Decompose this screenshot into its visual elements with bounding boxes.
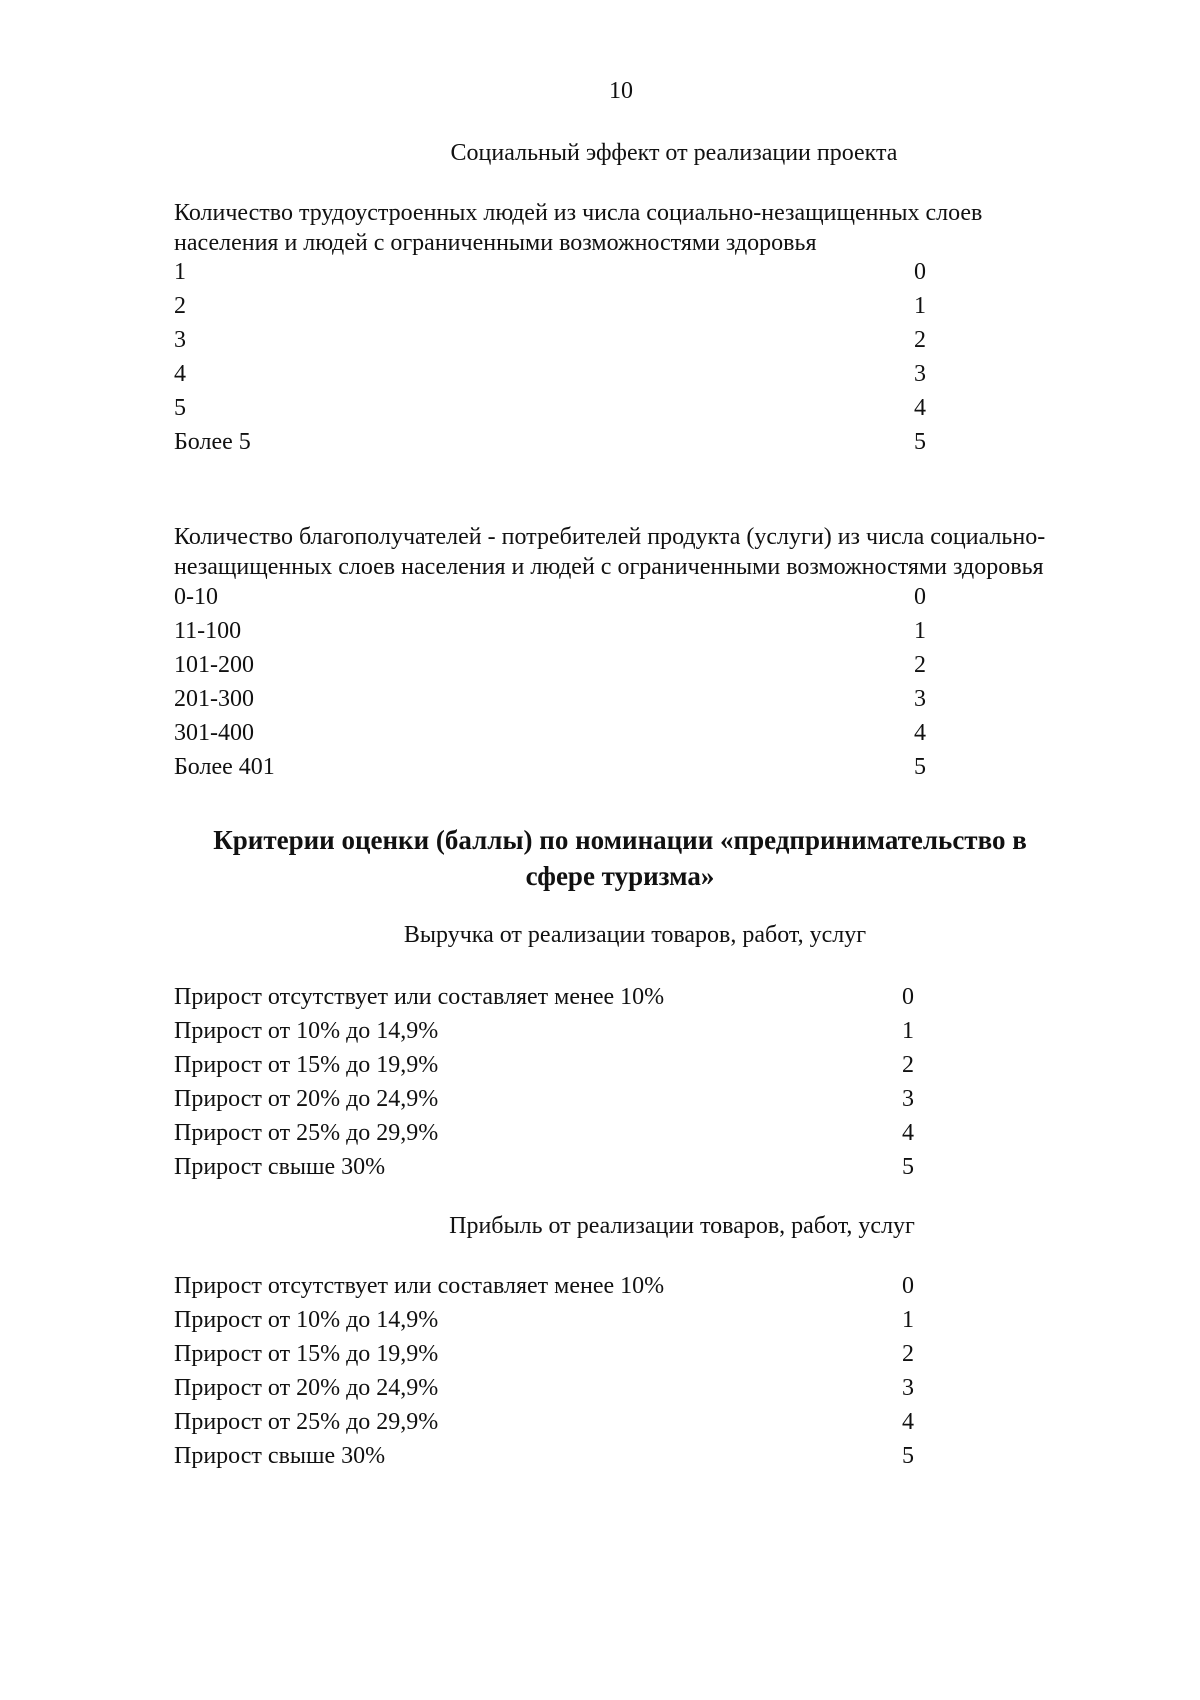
tourism-criteria-heading-line2: сфере туризма»: [525, 861, 715, 891]
score-row-value: 3: [914, 686, 926, 712]
score-row-label: Прирост от 10% до 14,9%: [174, 1307, 439, 1333]
score-row-value: 2: [914, 652, 926, 678]
score-row-value: 4: [914, 720, 926, 746]
score-row-value: 2: [914, 327, 926, 353]
score-row-label: Прирост свыше 30%: [174, 1154, 386, 1180]
score-row-label: 3: [174, 327, 186, 353]
score-row-label: 4: [174, 361, 186, 387]
score-row-label: Прирост от 25% до 29,9%: [174, 1409, 439, 1435]
score-row-value: 3: [902, 1086, 914, 1112]
profit-title: Прибыль от реализации товаров, работ, услуг: [449, 1213, 915, 1239]
score-row-label: Более 401: [174, 754, 275, 780]
criterion-beneficiaries-text: [174, 522, 1074, 582]
score-row-value: 4: [902, 1120, 914, 1146]
score-row-value: 3: [914, 361, 926, 387]
score-row-label: Более 5: [174, 429, 251, 455]
score-row-label: 201-300: [174, 686, 254, 712]
score-row-label: 0-10: [174, 584, 218, 610]
criterion-beneficiaries-line1: Количество благополучателей - потребителей продукта (услуги) из числа социально-: [174, 524, 1046, 550]
score-row-value: 0: [902, 1273, 914, 1299]
score-row-value: 4: [902, 1409, 914, 1435]
score-row-label: Прирост отсутствует или составляет менее 10%: [174, 984, 665, 1010]
score-row-label: 1: [174, 259, 186, 285]
criterion-employed-line1: Количество трудоустроенных людей из числа социально-незащищенных слоев: [174, 200, 983, 226]
social-effect-title: Социальный эффект от реализации проекта: [450, 140, 898, 166]
score-row-label: Прирост от 15% до 19,9%: [174, 1341, 439, 1367]
score-row-value: 0: [914, 259, 926, 285]
score-row-label: 11-100: [174, 618, 242, 644]
score-row-label: 301-400: [174, 720, 254, 746]
score-row-value: 1: [902, 1018, 914, 1044]
score-row-label: Прирост от 15% до 19,9%: [174, 1052, 439, 1078]
criterion-employed-line2: населения и людей с ограниченными возможностями здоровья: [174, 230, 817, 256]
score-row-value: 0: [914, 584, 926, 610]
score-row-value: 1: [914, 293, 926, 319]
score-row-label: Прирост от 10% до 14,9%: [174, 1018, 439, 1044]
score-row-label: Прирост от 20% до 24,9%: [174, 1375, 439, 1401]
page-number: 10: [609, 78, 633, 104]
revenue-title: Выручка от реализации товаров, работ, услуг: [403, 922, 867, 948]
score-row-label: Прирост отсутствует или составляет менее 10%: [174, 1273, 665, 1299]
score-row-value: 2: [902, 1052, 914, 1078]
score-row-label: 5: [174, 395, 186, 421]
score-row-label: Прирост от 25% до 29,9%: [174, 1120, 439, 1146]
score-row-value: 1: [914, 618, 926, 644]
score-row-label: 2: [174, 293, 186, 319]
score-row-label: Прирост свыше 30%: [174, 1443, 386, 1469]
score-row-value: 0: [902, 984, 914, 1010]
score-row-value: 2: [902, 1341, 914, 1367]
score-row-value: 5: [902, 1443, 914, 1469]
tourism-criteria-heading: [150, 822, 1090, 894]
score-row-value: 4: [914, 395, 926, 421]
criterion-beneficiaries-line2: незащищенных слоев населения и людей с ограниченными возможностями здоровья: [174, 554, 1044, 580]
score-row-label: Прирост от 20% до 24,9%: [174, 1086, 439, 1112]
score-row-value: 5: [902, 1154, 914, 1180]
tourism-criteria-heading-line1: Критерии оценки (баллы) по номинации «предпринимательство в: [213, 825, 1027, 855]
criterion-employed-text: [174, 198, 1074, 258]
score-row-value: 5: [914, 754, 926, 780]
score-row-label: 101-200: [174, 652, 254, 678]
score-row-value: 3: [902, 1375, 914, 1401]
score-row-value: 1: [902, 1307, 914, 1333]
score-row-value: 5: [914, 429, 926, 455]
